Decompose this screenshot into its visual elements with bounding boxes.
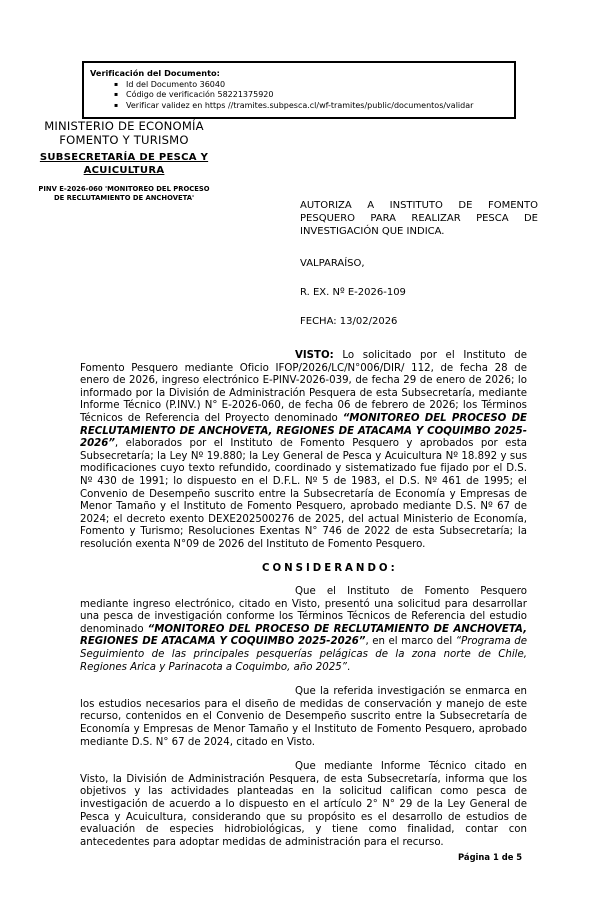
verification-list: [90, 80, 508, 112]
page-number: Página 1 de 5: [458, 852, 523, 862]
resolution-subject: AUTORIZA A INSTITUTO DE FOMENTO PESQUERO PARA REALIZAR PESCA DE INVESTIGACIÓN QUE INDICA.: [300, 200, 538, 237]
bullet-icon: ▪: [114, 80, 119, 88]
ministry-name-line1: MINISTERIO DE ECONOMÍA: [44, 119, 204, 133]
verification-item: [114, 101, 508, 112]
resolution-date: FECHA: 13/02/2026: [300, 316, 398, 327]
verification-item-text: Código de verificación 58221375920: [126, 90, 274, 99]
visto-paragraph: VISTO: Lo solicitado por el Instituto de Fomento Pesquero mediante Oficio IFOP/2026/LC/N°006/DIR/ 112, de fecha 28 de enero de 2026, ingreso electrónico E-PINV-2026-039, de fecha 29 de enero de 2026; lo informado por la División de Administración Pesquera de esta Subsecretaría, mediante Informe Técnico (P.INV.) N° E-2026-060, de fecha 06 de febrero de 2026; los Términos Técnicos de Referencia del Proyecto denominado “MONITOREO DEL PROCESO DE RECLUTAMIENTO DE ANCHOVETA, REGIONES DE ATACAMA Y COQUIMBO 2025-2026”, elaborados por el Instituto de Fomento Pesquero y aprobados por esta Subsecretaría; la Ley Nº 19.880; la Ley General de Pesca y Acuicultura Nº 18.892 y sus modificaciones cuyo texto refundido, coordinado y sistematizado fue fijado por el D.S. Nº 430 de 1991; lo dispuesto en el D.F.L. Nº 5 de 1983, el D.S. Nº 461 de 1995; el Convenio de Desempeño suscrito entre la Subsecretaría de Economía y Empresas de Menor Tamaño y el Instituto de Fomento Pesquero, aprobado mediante D.S. Nº 67 de 2024; el decreto exento DEXE202500276 de 2025, del actual Ministerio de Economía, Fomento y Turismo; Resoluciones Exentas N° 746 de 2022 de esta Subsecretaría; la resolución exenta N°09 de 2026 del Instituto de Fomento Pesquero.: [80, 350, 527, 550]
letterhead: [18, 119, 230, 203]
verification-title: Verificación del Documento:: [90, 68, 220, 78]
department-name-line2: ACUICULTURA: [83, 164, 165, 176]
bullet-icon: ▪: [114, 91, 119, 98]
considerando-heading: CONSIDERANDO:: [262, 562, 398, 574]
considerando-paragraph-3: Que mediante Informe Técnico citado en Visto, la División de Administración Pesquera, de esta Subsecretaría, informa que los objetivos y las actividades planteadas en la solicitud califican como pesca de investigación de acuerdo a lo dispuesto en el artículo 2° N° 29 de la Ley General de Pesca y Acuicultura, considerando que su propósito es el desarrollo de estudios de evaluación de especies hidrobiológicas, y tiene como finalidad, contar con antecedentes para adoptar medidas de administración para el recurso.: [80, 761, 527, 848]
verification-box: [82, 61, 516, 119]
verification-item-text: Id del Documento 36040: [126, 79, 226, 89]
verification-item: [114, 80, 508, 91]
ministry-name-line2: FOMENTO Y TURISMO: [59, 133, 189, 147]
city-line: VALPARAÍSO,: [300, 258, 365, 269]
considerando-paragraph-2: Que la referida investigación se enmarca en los estudios necesarios para el diseño de medidas de conservación y manejo de este recurso, contenidos en el Convenio de Desempeño suscrito entre la Subsecretaría de Economía y Empresas de Menor Tamaño y el Instituto de Fomento Pesquero, aprobado mediante D.S. N° 67 de 2024, citado en Visto.: [80, 686, 527, 748]
verification-item: [114, 90, 508, 101]
bullet-icon: ▪: [114, 101, 119, 109]
document-body: [80, 350, 527, 849]
department-name-line1: SUBSECRETARÍA DE PESCA Y: [39, 152, 209, 163]
resolution-header: [300, 199, 538, 328]
project-reference: PINV E-2026-060 'MONITOREO DEL PROCESO DE RECLUTAMIENTO DE ANCHOVETA': [38, 185, 210, 202]
resolution-number: R. EX. Nº E-2026-109: [300, 287, 406, 298]
verification-item-text: Verificar validez en https //tramites.subpesca.cl/wf-tramites/public/documentos/validar: [126, 100, 474, 110]
considerando-paragraph-1: Que el Instituto de Fomento Pesquero mediante ingreso electrónico, citado en Visto, presentó una solicitud para desarrollar una pesca de investigación conforme los Términos Técnicos de Referencia del estudio denominado “MONITOREO DEL PROCESO DE RECLUTAMIENTO DE ANCHOVETA, REGIONES DE ATACAMA Y COQUIMBO 2025-2026”, en el marco del “Programa de Seguimiento de las principales pesquerías pelágicas de la zona norte de Chile, Regiones Arica y Parinacota a Coquimbo, año 2025”.: [80, 586, 527, 673]
